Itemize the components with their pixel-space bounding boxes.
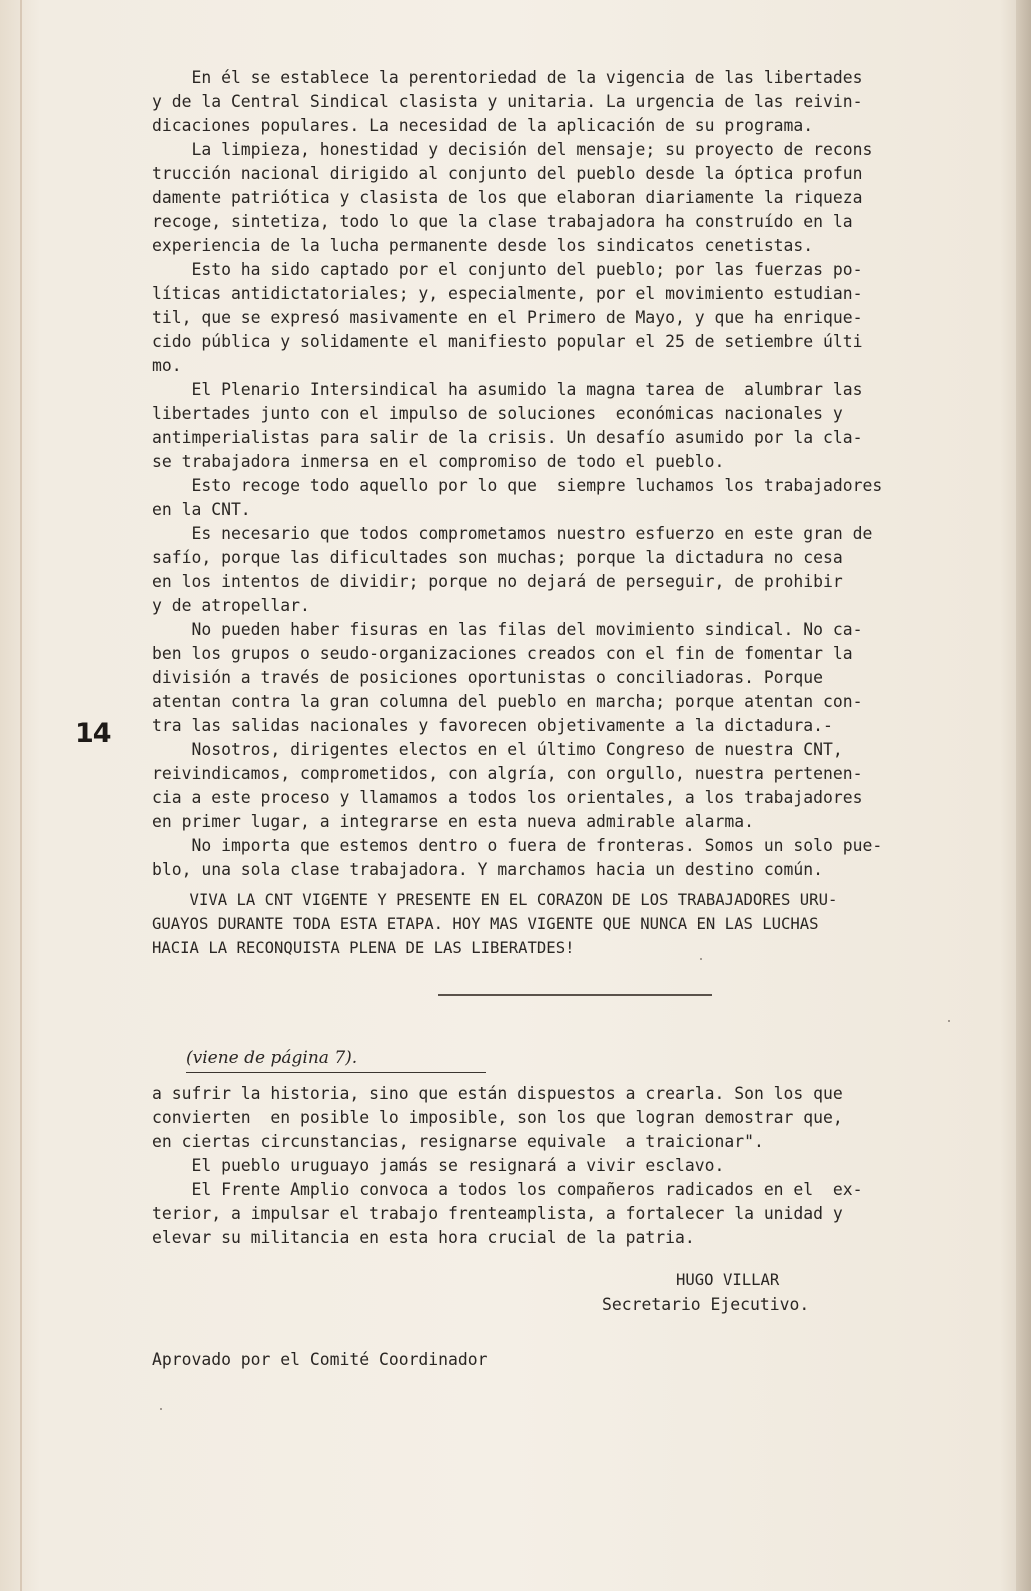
page-right-edge — [1016, 0, 1031, 1591]
text-line: experiencia de la lucha permanente desde los sindicatos cenetistas. — [152, 236, 814, 255]
text-line: No importa que estemos dentro o fuera de fronteras. Somos un solo pue- — [152, 836, 883, 855]
page-number: 14 — [75, 718, 111, 749]
text-line: dicaciones populares. La necesidad de la aplicación de su programa. — [152, 116, 814, 135]
text-line: No pueden haber fisuras en las filas del movimiento sindical. No ca- — [152, 620, 863, 639]
text-line: La limpieza, honestidad y decisión del mensaje; su proyecto de recons — [152, 140, 873, 159]
text-line: elevar su militancia en esta hora crucial de la patria. — [152, 1228, 695, 1247]
text-line: En él se establece la perentoriedad de la vigencia de las libertades — [152, 68, 863, 87]
text-line: convierten en posible lo imposible, son los que logran demostrar que, — [152, 1108, 843, 1127]
approval-note: Aprovado por el Comité Coordinador — [152, 1350, 488, 1369]
text-line: en ciertas circunstancias, resignarse equivale a traicionar". — [152, 1132, 764, 1151]
text-line: en primer lugar, a integrarse en esta nueva admirable alarma. — [152, 812, 754, 831]
signature-name: HUGO VILLAR — [676, 1271, 780, 1289]
text-line: GUAYOS DURANTE TODA ESTA ETAPA. HOY MAS VIGENTE QUE NUNCA EN LAS LUCHAS — [152, 915, 819, 933]
text-line: en los intentos de dividir; porque no dejará de perseguir, de prohibir — [152, 572, 843, 591]
continuation-underline — [186, 1072, 486, 1073]
text-line: tra las salidas nacionales y favorecen objetivamente a la dictadura.- — [152, 716, 833, 735]
text-line: Esto ha sido captado por el conjunto del pueblo; por las fuerzas po- — [152, 260, 863, 279]
text-line: en la CNT. — [152, 500, 251, 519]
text-line: y de atropellar. — [152, 596, 310, 615]
text-line: El Frente Amplio convoca a todos los compañeros radicados en el ex- — [152, 1180, 863, 1199]
slogan-text — [152, 888, 837, 960]
continuation-body-text — [152, 1082, 863, 1250]
signature-role: Secretario Ejecutivo. — [602, 1295, 810, 1314]
paper-speck — [700, 958, 702, 960]
text-line: recoge, sintetiza, todo lo que la clase trabajadora ha construído en la — [152, 212, 853, 231]
section-divider — [438, 994, 712, 996]
text-line: VIVA LA CNT VIGENTE Y PRESENTE EN EL CORAZON DE LOS TRABAJADORES URU- — [152, 891, 838, 909]
text-line: a sufrir la historia, sino que están dispuestos a crearla. Son los que — [152, 1084, 843, 1103]
text-line: reivindicamos, comprometidos, con algría, con orgullo, nuestra pertenen- — [152, 764, 863, 783]
text-line: damente patriótica y clasista de los que elaboran diariamente la riqueza — [152, 188, 863, 207]
text-line: cido pública y solidamente el manifiesto popular el 25 de setiembre últi — [152, 332, 863, 351]
text-line: til, que se expresó masivamente en el Primero de Mayo, y que ha enrique- — [152, 308, 863, 327]
text-line: libertades junto con el impulso de soluciones económicas nacionales y — [152, 404, 843, 423]
text-line: El pueblo uruguayo jamás se resignará a vivir esclavo. — [152, 1156, 725, 1175]
text-line: HACIA LA RECONQUISTA PLENA DE LAS LIBERATDES! — [152, 939, 575, 957]
continuation-heading: (viene de página 7). — [186, 1048, 358, 1068]
text-line: cia a este proceso y llamamos a todos los orientales, a los trabajadores — [152, 788, 863, 807]
text-line: se trabajadora inmersa en el compromiso de todo el pueblo. — [152, 452, 725, 471]
text-line: safío, porque las dificultades son muchas; porque la dictadura no cesa — [152, 548, 843, 567]
text-line: ben los grupos o seudo-organizaciones creados con el fin de fomentar la — [152, 644, 853, 663]
text-line: antimperialistas para salir de la crisis. Un desafío asumido por la cla- — [152, 428, 863, 447]
text-line: división a través de posiciones oportunistas o conciliadoras. Porque — [152, 668, 824, 687]
text-line: atentan contra la gran columna del pueblo en marcha; porque atentan con- — [152, 692, 863, 711]
paper-speck — [160, 1408, 162, 1410]
page-fold-edge — [20, 0, 22, 1591]
main-body-text — [152, 66, 882, 882]
paper-speck — [948, 1020, 950, 1022]
text-line: líticas antidictatoriales; y, especialmente, por el movimiento estudian- — [152, 284, 863, 303]
text-line: blo, una sola clase trabajadora. Y marchamos hacia un destino común. — [152, 860, 824, 879]
text-line: Es necesario que todos comprometamos nuestro esfuerzo en este gran de — [152, 524, 873, 543]
text-line: terior, a impulsar el trabajo frenteamplista, a fortalecer la unidad y — [152, 1204, 843, 1223]
text-line: y de la Central Sindical clasista y unitaria. La urgencia de las reivin- — [152, 92, 863, 111]
text-line: El Plenario Intersindical ha asumido la magna tarea de alumbrar las — [152, 380, 863, 399]
text-line: Esto recoge todo aquello por lo que siempre luchamos los trabajadores — [152, 476, 883, 495]
text-line: mo. — [152, 356, 182, 375]
text-line: Nosotros, dirigentes electos en el último Congreso de nuestra CNT, — [152, 740, 843, 759]
text-line: trucción nacional dirigido al conjunto del pueblo desde la óptica profun — [152, 164, 863, 183]
